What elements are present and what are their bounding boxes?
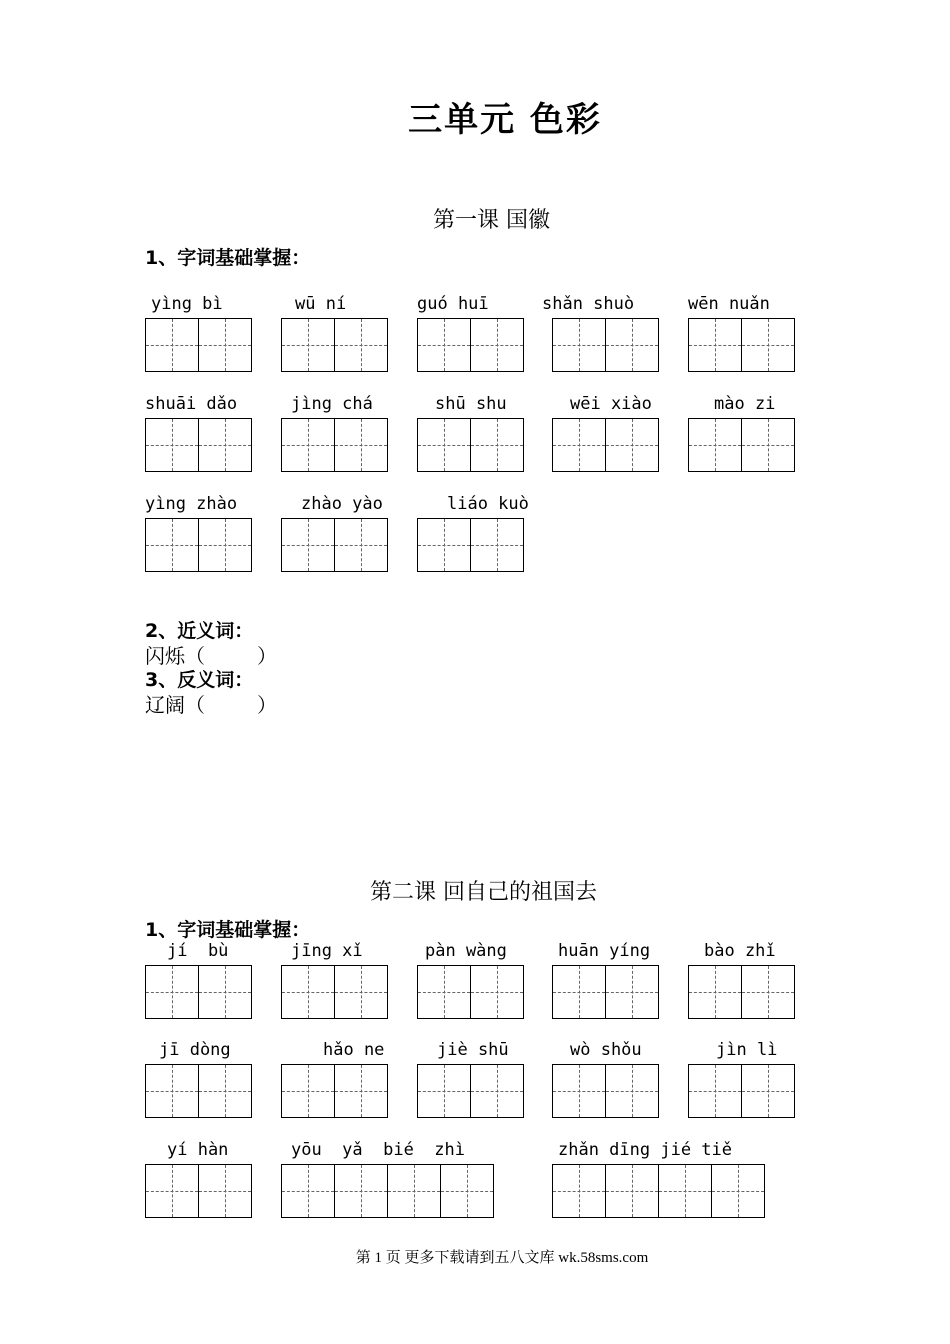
lesson1-section-synonyms: 2、近义词： (145, 620, 254, 642)
writing-cell[interactable] (688, 418, 742, 472)
writing-cell[interactable] (470, 1064, 524, 1118)
word-box (417, 1040, 525, 1118)
writing-cell[interactable] (470, 318, 524, 372)
pinyin-label: pàn wàng (425, 941, 507, 961)
lesson2-title: 第二课 回自己的祖国去 (370, 880, 597, 905)
word-box (542, 294, 662, 372)
writing-cell[interactable] (605, 965, 659, 1019)
writing-cell[interactable] (658, 1164, 712, 1218)
pinyin-label: yōu yǎ bié zhì (291, 1140, 465, 1160)
word-box (688, 394, 796, 472)
answer-close-paren: ） (257, 644, 277, 668)
word-box (281, 294, 389, 372)
writing-cell[interactable] (334, 518, 388, 572)
writing-cell[interactable] (334, 965, 388, 1019)
word-box (552, 394, 660, 472)
writing-cell[interactable] (688, 965, 742, 1019)
writing-cell[interactable] (334, 418, 388, 472)
writing-cell[interactable] (145, 318, 199, 372)
writing-cell[interactable] (281, 1064, 335, 1118)
pinyin-label: mào zi (714, 394, 776, 414)
writing-cell[interactable] (417, 1064, 471, 1118)
writing-cell[interactable] (145, 518, 199, 572)
pinyin-label: jìng chá (291, 394, 373, 414)
writing-cell[interactable] (688, 1064, 742, 1118)
writing-cell[interactable] (198, 418, 252, 472)
writing-cell[interactable] (145, 418, 199, 472)
word-box (417, 294, 525, 372)
pinyin-label: jìn lì (716, 1040, 778, 1060)
writing-cell[interactable] (605, 1064, 659, 1118)
word-box (417, 394, 525, 472)
writing-cell[interactable] (741, 318, 795, 372)
writing-cell[interactable] (334, 1164, 388, 1218)
word-box (281, 941, 389, 1019)
answer-open-paren: （ (185, 644, 205, 668)
pinyin-label: liáo kuò (447, 494, 529, 514)
writing-cell[interactable] (552, 1064, 606, 1118)
writing-cell[interactable] (145, 1164, 199, 1218)
lesson1-title: 第一课 国徽 (433, 208, 550, 233)
antonym-item (145, 689, 277, 718)
pinyin-label: yí hàn (167, 1140, 229, 1160)
pinyin-label: wēn nuǎn (688, 294, 770, 314)
writing-cell[interactable] (417, 318, 471, 372)
writing-cell[interactable] (281, 965, 335, 1019)
writing-cell[interactable] (198, 1164, 252, 1218)
lesson2-section-basics: 1、字词基础掌握： (145, 919, 311, 941)
pinyin-label: wū ní (295, 294, 347, 314)
pinyin-label: jīng xǐ (291, 941, 363, 961)
writing-cell[interactable] (281, 518, 335, 572)
writing-cell[interactable] (281, 318, 335, 372)
writing-cell[interactable] (470, 518, 524, 572)
word-box-four (281, 1140, 495, 1218)
writing-cell[interactable] (440, 1164, 494, 1218)
lesson1-section-antonyms: 3、反义词： (145, 669, 254, 691)
writing-cell[interactable] (334, 318, 388, 372)
writing-cell[interactable] (552, 418, 606, 472)
pinyin-label: hǎo ne (323, 1040, 385, 1060)
pinyin-label: jī dòng (159, 1040, 231, 1060)
writing-cell[interactable] (605, 318, 659, 372)
writing-cell[interactable] (741, 965, 795, 1019)
word-box (688, 941, 796, 1019)
page-footer: 第 1 页 更多下载请到五八文库 wk.58sms.com (355, 1250, 649, 1266)
writing-cell[interactable] (281, 418, 335, 472)
writing-cell[interactable] (688, 318, 742, 372)
writing-cell[interactable] (741, 1064, 795, 1118)
word-box (281, 1040, 391, 1118)
writing-cell[interactable] (470, 965, 524, 1019)
pinyin-label: yìng bì (151, 294, 223, 314)
word-box (552, 1040, 660, 1118)
pinyin-label: huān yíng (558, 941, 651, 961)
pinyin-label: bào zhǐ (704, 941, 776, 961)
writing-cell[interactable] (605, 418, 659, 472)
writing-cell[interactable] (741, 418, 795, 472)
writing-cell[interactable] (198, 965, 252, 1019)
writing-cell[interactable] (387, 1164, 441, 1218)
writing-cell[interactable] (711, 1164, 765, 1218)
writing-cell[interactable] (281, 1164, 335, 1218)
unit-title: 三单元 色彩 (408, 100, 602, 140)
word-box (688, 294, 796, 372)
word-box (145, 394, 253, 472)
word-box (145, 941, 253, 1019)
pinyin-label: wò shǒu (570, 1040, 642, 1060)
pinyin-label: shǎn shuò (542, 294, 635, 314)
writing-cell[interactable] (198, 1064, 252, 1118)
word-box (281, 394, 389, 472)
pinyin-label: jí bù (167, 941, 229, 961)
answer-close-paren: ） (257, 693, 277, 717)
writing-cell[interactable] (145, 1064, 199, 1118)
word-box (145, 1040, 253, 1118)
writing-cell[interactable] (198, 318, 252, 372)
word-box (552, 941, 662, 1019)
writing-cell[interactable] (417, 518, 471, 572)
word-box (145, 494, 253, 572)
word-box (417, 941, 525, 1019)
writing-cell[interactable] (552, 318, 606, 372)
writing-cell[interactable] (417, 418, 471, 472)
antonym-word: 辽阔 (145, 693, 185, 717)
writing-cell[interactable] (198, 518, 252, 572)
word-box (145, 1140, 253, 1218)
writing-cell[interactable] (605, 1164, 659, 1218)
pinyin-label: zhào yào (301, 494, 383, 514)
pinyin-label: guó huī (417, 294, 489, 314)
synonym-word: 闪烁 (145, 644, 185, 668)
writing-cell[interactable] (145, 965, 199, 1019)
pinyin-label: jiè shū (437, 1040, 509, 1060)
answer-open-paren: （ (185, 693, 205, 717)
pinyin-label: zhǎn dīng jié tiě (558, 1140, 732, 1160)
pinyin-label: shū shu (435, 394, 507, 414)
writing-cell[interactable] (417, 965, 471, 1019)
writing-cell[interactable] (334, 1064, 388, 1118)
pinyin-label: shuāi dǎo (145, 394, 238, 414)
pinyin-label: wēi xiào (570, 394, 652, 414)
pinyin-label: yìng zhào (145, 494, 238, 514)
word-box (145, 294, 253, 372)
writing-cell[interactable] (552, 965, 606, 1019)
word-box (281, 494, 401, 572)
word-box-four (552, 1140, 766, 1218)
writing-cell[interactable] (470, 418, 524, 472)
lesson1-section-basics: 1、字词基础掌握： (145, 247, 311, 269)
word-box (688, 1040, 796, 1118)
writing-cell[interactable] (552, 1164, 606, 1218)
word-box (417, 494, 541, 572)
